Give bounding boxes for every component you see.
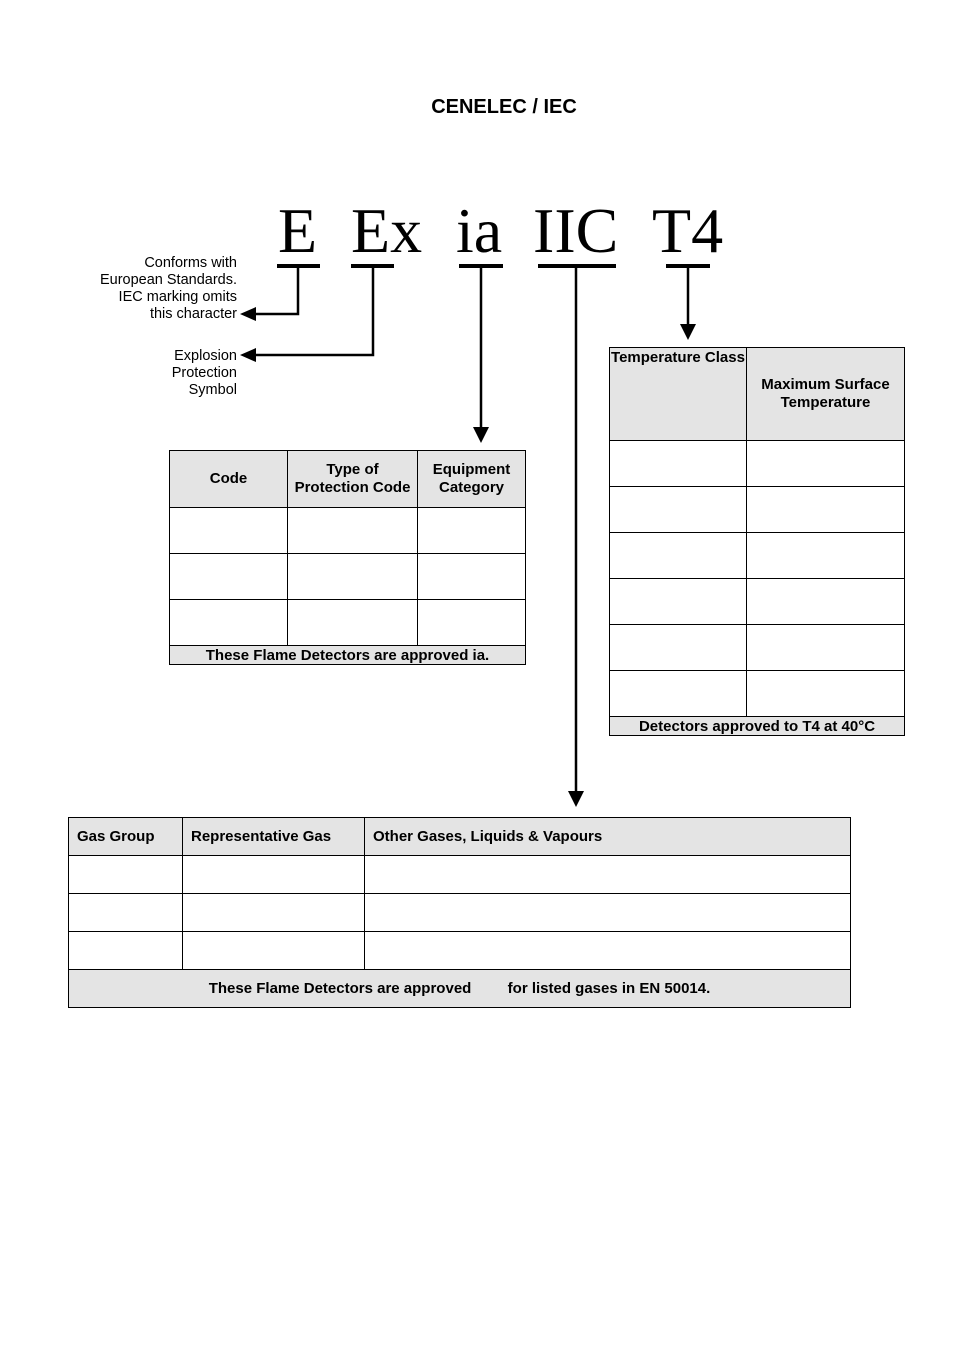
temperature-footer: Detectors approved to T4 at 40°C xyxy=(610,717,905,736)
table-cell xyxy=(365,856,851,894)
table-row xyxy=(69,856,851,894)
table-cell xyxy=(183,894,365,932)
table-cell xyxy=(365,932,851,970)
table-row xyxy=(170,554,526,600)
note-line: this character xyxy=(149,306,237,322)
table-row xyxy=(610,533,905,579)
table-cell xyxy=(69,932,183,970)
marking-ia: ia xyxy=(456,195,503,266)
note-line: Protection xyxy=(171,365,237,381)
table-cell xyxy=(418,600,526,646)
note-explosion xyxy=(100,348,237,399)
header-code: Code xyxy=(170,451,288,508)
table-cell xyxy=(747,671,905,717)
table-row xyxy=(170,600,526,646)
table-row xyxy=(69,932,851,970)
marking-iic: IIC xyxy=(533,195,619,266)
table-row xyxy=(610,441,905,487)
table-cell xyxy=(183,856,365,894)
gas-footer-left: These Flame Detectors are approved xyxy=(208,980,472,997)
note-line: European Standards. xyxy=(99,272,237,288)
header-equipment-category: Equipment Category xyxy=(418,451,526,508)
table-cell xyxy=(69,894,183,932)
marking-t4: T4 xyxy=(652,195,724,266)
note-european xyxy=(60,255,237,323)
arrow-iic-icon xyxy=(568,791,584,807)
table-cell xyxy=(288,508,418,554)
table-row xyxy=(610,671,905,717)
gas-group-table xyxy=(68,817,851,1008)
note-line: Explosion xyxy=(174,348,237,364)
note-line: IEC marking omits xyxy=(118,289,237,305)
header-gas-group: Gas Group xyxy=(69,818,183,856)
table-row xyxy=(610,487,905,533)
table-row xyxy=(170,508,526,554)
table-cell xyxy=(288,600,418,646)
arrow-e-icon xyxy=(240,307,256,321)
marking-e: E xyxy=(278,195,318,266)
protection-table xyxy=(169,450,526,665)
table-cell xyxy=(288,554,418,600)
table-cell xyxy=(610,625,747,671)
table-cell xyxy=(610,579,747,625)
header-type-of-protection: Type of Protection Code xyxy=(288,451,418,508)
header-temperature-class: Temperature Class xyxy=(610,348,747,441)
note-line: Symbol xyxy=(188,382,237,398)
table-cell xyxy=(418,554,526,600)
table-cell xyxy=(170,508,288,554)
connector-ex xyxy=(254,266,373,355)
table-cell xyxy=(69,856,183,894)
table-cell xyxy=(747,625,905,671)
header-other-gases: Other Gases, Liquids & Vapours xyxy=(365,818,851,856)
table-cell xyxy=(183,932,365,970)
arrow-t4-icon xyxy=(680,324,696,340)
table-cell xyxy=(170,600,288,646)
table-cell xyxy=(747,487,905,533)
table-row xyxy=(610,579,905,625)
table-row xyxy=(610,625,905,671)
table-cell xyxy=(610,441,747,487)
note-line: Conforms with xyxy=(144,255,237,271)
table-cell xyxy=(170,554,288,600)
header-representative-gas: Representative Gas xyxy=(183,818,365,856)
arrow-ia-icon xyxy=(473,427,489,443)
header-max-surface-temperature: Maximum Surface Temperature xyxy=(747,348,905,441)
table-cell xyxy=(610,671,747,717)
connector-e xyxy=(254,266,298,314)
table-cell xyxy=(747,579,905,625)
table-cell xyxy=(365,894,851,932)
page-title: CENELEC / IEC xyxy=(431,96,577,118)
table-cell xyxy=(747,533,905,579)
table-cell xyxy=(610,487,747,533)
marking-ex: Ex xyxy=(351,195,423,266)
table-cell xyxy=(610,533,747,579)
protection-footer: These Flame Detectors are approved ia. xyxy=(170,646,526,665)
temperature-table xyxy=(609,347,905,736)
arrow-ex-icon xyxy=(240,348,256,362)
table-cell xyxy=(747,441,905,487)
table-row xyxy=(69,894,851,932)
gas-footer-right: for listed gases in EN 50014. xyxy=(507,980,711,997)
gas-footer xyxy=(69,970,851,1008)
table-cell xyxy=(418,508,526,554)
